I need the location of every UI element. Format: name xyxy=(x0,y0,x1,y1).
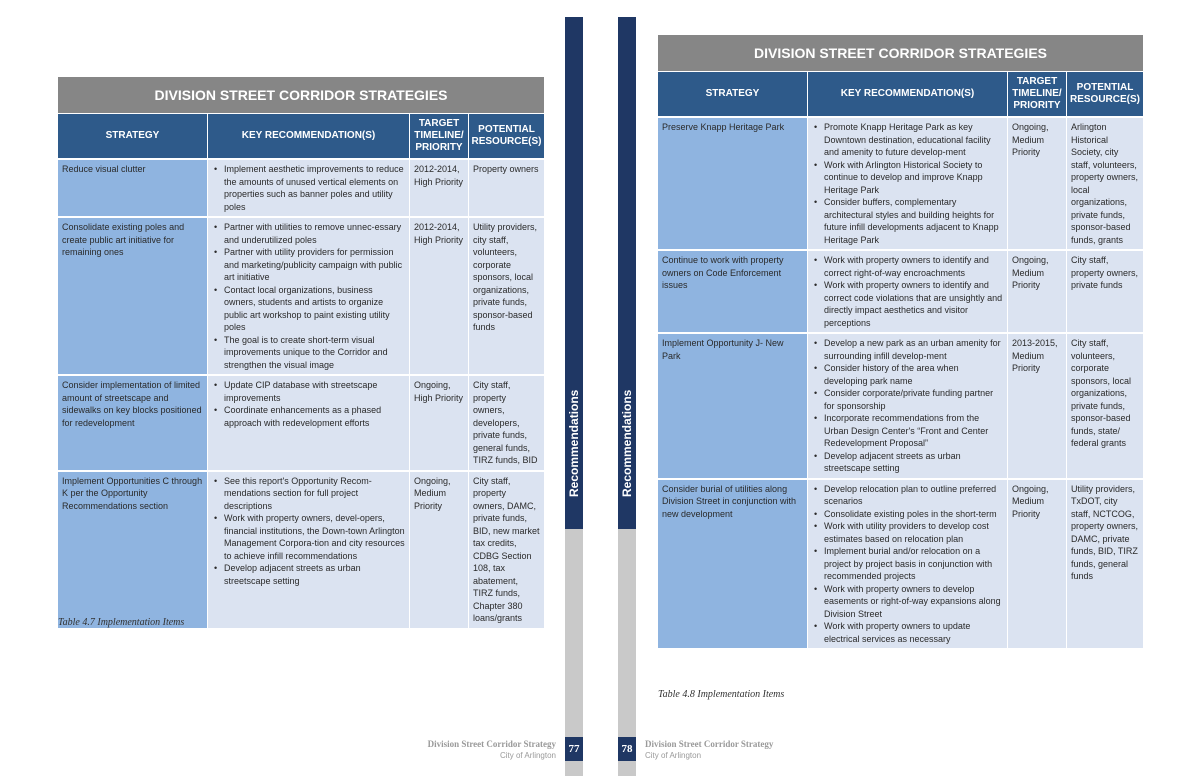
recommendation-item: • Develop relocation plan to outline preferred scenarios xyxy=(812,483,1003,508)
header-recommendations: KEY RECOMMENDATION(S) xyxy=(207,113,409,158)
recommendation-item: • Work with property owners to update electrical services as necessary xyxy=(812,620,1003,645)
strategy-cell: Implement Opportunities C through K per the Opportunity Recommendations section xyxy=(58,470,207,628)
recommendation-item: • Work with Arlington Historical Society to continue to develop and improve Knapp Heritage Park xyxy=(812,159,1003,197)
recommendation-list xyxy=(812,254,1003,329)
timeline-cell: Ongoing, Medium Priority xyxy=(1007,249,1066,332)
recommendation-list xyxy=(812,121,1003,246)
recommendation-item: • Work with property owners to develop easements or right-of-way expansions along Division Street xyxy=(812,583,1003,621)
resources-cell: Utility providers, city staff, volunteers, corporate sponsors, local organizations, private funds, sponsor-based funds xyxy=(468,216,544,374)
strategy-cell: Reduce visual clutter xyxy=(58,158,207,216)
strategy-cell: Consider burial of utilities along Division Street in conjunction with new development xyxy=(658,478,807,649)
resources-cell: City staff, volunteers, corporate sponsors, local organizations, private funds, sponsor-based funds, state/ federal grants xyxy=(1066,332,1143,478)
page-footer-right xyxy=(645,739,773,761)
resources-cell: Utility providers, TxDOT, city staff, NCTCOG, property owners, DAMC, private funds, BID, TIRZ funds, general funds xyxy=(1066,478,1143,649)
recommendation-list xyxy=(212,475,405,588)
recommendations-cell xyxy=(207,374,409,470)
recommendations-cell xyxy=(807,478,1007,649)
table-row xyxy=(58,470,544,628)
table-row xyxy=(58,374,544,470)
section-label: Recommendations xyxy=(567,389,581,497)
recommendation-item: • Promote Knapp Heritage Park as key Downtown destination, educational facility and amenity to future develop-ment xyxy=(812,121,1003,159)
recommendation-item: • Develop adjacent streets as urban streetscape setting xyxy=(812,450,1003,475)
table-row xyxy=(58,216,544,374)
recommendation-item: • Work with property owners to identify and correct code violations that are unsightly and directly impact aesthetics and visitor perceptions xyxy=(812,279,1003,329)
table-row xyxy=(58,158,544,216)
strategies-table-right xyxy=(658,35,1143,648)
recommendation-item: • Consider corporate/private funding partner for sponsorship xyxy=(812,387,1003,412)
strategies-table-left xyxy=(58,77,544,628)
recommendation-item: • Incorporate recommendations from the Urban Design Center's “Front and Center Redevelopment Proposal” xyxy=(812,412,1003,450)
recommendation-list xyxy=(212,221,405,371)
table-row xyxy=(658,478,1143,649)
recommendation-item: • Develop a new park as an urban amenity for surrounding infill develop-ment xyxy=(812,337,1003,362)
recommendation-list xyxy=(212,163,405,213)
page-number: 78 xyxy=(618,737,636,761)
header-strategy: STRATEGY xyxy=(658,71,807,116)
recommendation-item: • Partner with utilities to remove unnec-essary and underutilized poles xyxy=(212,221,405,246)
table-row xyxy=(658,116,1143,249)
resources-cell: Property owners xyxy=(468,158,544,216)
resources-cell: City staff, property owners, private funds xyxy=(1066,249,1143,332)
table-title: DIVISION STREET CORRIDOR STRATEGIES xyxy=(58,77,544,113)
recommendation-item: • The goal is to create short-term visual improvements unique to the Corridor and strengthen the visual image xyxy=(212,334,405,372)
resources-cell: City staff, property owners, developers, private funds, general funds, TIRZ funds, BID xyxy=(468,374,544,470)
recommendations-cell xyxy=(207,470,409,628)
recommendation-item: • See this report's Opportunity Recom-mendations section for full project descriptions xyxy=(212,475,405,513)
timeline-cell: Ongoing, Medium Priority xyxy=(409,470,468,628)
timeline-cell: 2013-2015, Medium Priority xyxy=(1007,332,1066,478)
footer-title: Division Street Corridor Strategy xyxy=(645,739,774,749)
table-caption: Table 4.8 Implementation Items xyxy=(658,689,785,700)
strategy-cell: Continue to work with property owners on Code Enforcement issues xyxy=(658,249,807,332)
recommendation-item: • Work with property owners to identify and correct right-of-way encroachments xyxy=(812,254,1003,279)
recommendation-item: • Work with utility providers to develop cost estimates based on relocation plan xyxy=(812,520,1003,545)
table-row xyxy=(658,332,1143,478)
timeline-cell: 2012-2014, High Priority xyxy=(409,158,468,216)
resources-cell: Arlington Historical Society, city staff, volunteers, property owners, local organizations, private funds, sponsor-based funds, grants xyxy=(1066,116,1143,249)
recommendations-cell xyxy=(807,332,1007,478)
timeline-cell: Ongoing, High Priority xyxy=(409,374,468,470)
header-strategy: STRATEGY xyxy=(58,113,207,158)
recommendations-cell xyxy=(207,158,409,216)
recommendations-cell xyxy=(207,216,409,374)
recommendation-item: • Consider buffers, complementary architectural styles and building heights for future infill developments adjacent to Knapp Heritage Park xyxy=(812,196,1003,246)
table-title: DIVISION STREET CORRIDOR STRATEGIES xyxy=(658,35,1143,71)
recommendation-item: • Develop adjacent streets as urban streetscape setting xyxy=(212,562,405,587)
page-number: 77 xyxy=(565,737,583,761)
recommendation-item: • Coordinate enhancements as a phased approach with redevelopment efforts xyxy=(212,404,405,429)
header-recommendations: KEY RECOMMENDATION(S) xyxy=(807,71,1007,116)
timeline-cell: Ongoing, Medium Priority xyxy=(1007,116,1066,249)
recommendation-item: • Contact local organizations, business owners, students and artists to organize public art workshop to paint existing utility poles xyxy=(212,284,405,334)
recommendation-item: • Partner with utility providers for permission and marketing/publicity campaign with public art initiative xyxy=(212,246,405,284)
section-tab-right xyxy=(618,17,636,776)
timeline-cell: Ongoing, Medium Priority xyxy=(1007,478,1066,649)
recommendation-list xyxy=(812,483,1003,646)
header-resources: POTENTIAL RESOURCE(S) xyxy=(1066,71,1143,116)
header-timeline: TARGET TIMELINE/ PRIORITY xyxy=(409,113,468,158)
table-caption: Table 4.7 Implementation Items xyxy=(58,617,185,628)
recommendation-item: • Consolidate existing poles in the short-term xyxy=(812,508,1003,521)
recommendations-cell xyxy=(807,116,1007,249)
strategy-cell: Preserve Knapp Heritage Park xyxy=(658,116,807,249)
timeline-cell: 2012-2014, High Priority xyxy=(409,216,468,374)
header-timeline: TARGET TIMELINE/ PRIORITY xyxy=(1007,71,1066,116)
recommendation-list xyxy=(212,379,405,429)
strategy-cell: Consolidate existing poles and create public art initiative for remaining ones xyxy=(58,216,207,374)
recommendation-list xyxy=(812,337,1003,475)
strategy-cell: Consider implementation of limited amount of streetscape and sidewalks on key blocks positioned for redevelopment xyxy=(58,374,207,470)
resources-cell: City staff, property owners, DAMC, private funds, BID, new market tax credits, CDBG Section 108, tax abatement, TIRZ funds, Chapter 380 loans/grants xyxy=(468,470,544,628)
section-label: Recommendations xyxy=(620,389,634,497)
section-tab-left xyxy=(565,17,583,776)
strategy-cell: Implement Opportunity J- New Park xyxy=(658,332,807,478)
recommendation-item: • Implement burial and/or relocation on a project by project basis in conjunction with recommended projects xyxy=(812,545,1003,583)
footer-title: Division Street Corridor Strategy xyxy=(427,739,556,749)
recommendation-item: • Update CIP database with streetscape improvements xyxy=(212,379,405,404)
recommendation-item: • Implement aesthetic improvements to reduce the amounts of unused vertical elements on properties such as banner poles and utility poles xyxy=(212,163,405,213)
footer-subtitle: City of Arlington xyxy=(645,751,702,760)
table-row xyxy=(658,249,1143,332)
recommendation-item: • Consider history of the area when developing park name xyxy=(812,362,1003,387)
page-footer-left xyxy=(428,739,556,761)
footer-subtitle: City of Arlington xyxy=(499,751,556,760)
header-resources: POTENTIAL RESOURCE(S) xyxy=(468,113,544,158)
recommendation-item: • Work with property owners, devel-opers, financial institutions, the Down-town Arlington Management Corpora-tion and city resources to achieve infill recommendations xyxy=(212,512,405,562)
recommendations-cell xyxy=(807,249,1007,332)
